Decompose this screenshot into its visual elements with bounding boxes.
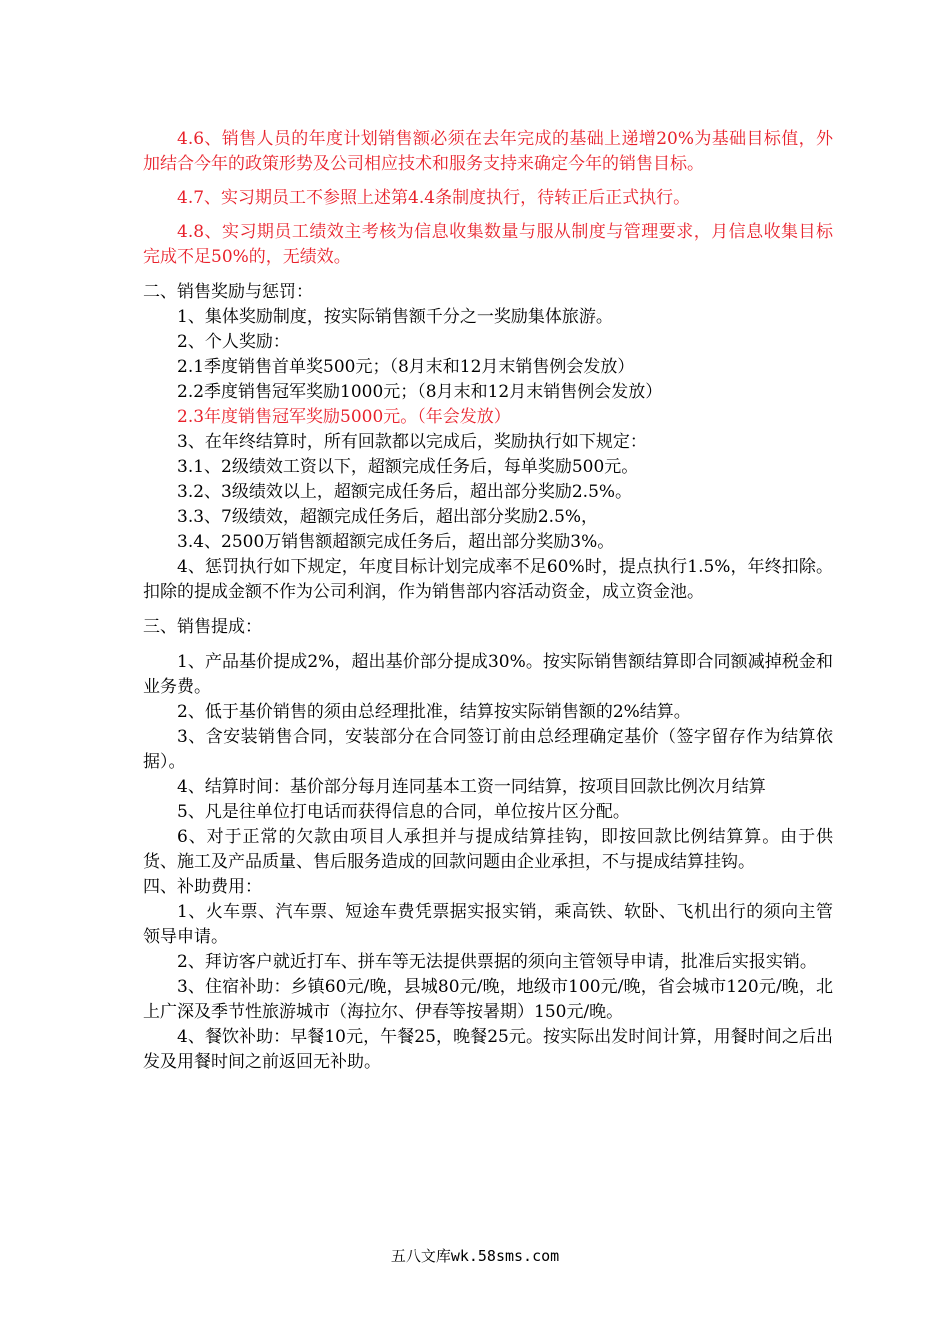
section-2-heading: 二、销售奖励与惩罚： <box>143 282 313 302</box>
section-3-heading: 三、销售提成： <box>143 617 262 637</box>
reward-item: 3.3、7级绩效，超额完成任务后，超出部分奖励2.5%， <box>177 507 599 527</box>
clause-4-6: 4.6、销售人员的年度计划销售额必须在去年完成的基础上递增20%为基础目标值，外加结合今年的政策形势及公司相应技术和服务支持来确定今年的销售目标。 <box>143 129 833 174</box>
reward-item: 3.4、2500万销售额超额完成任务后，超出部分奖励3%。 <box>177 532 615 552</box>
subsidy-item: 1、火车票、汽车票、短途车费凭票据实报实销，乘高铁、软卧、飞机出行的须向主管领导申请。 <box>143 902 833 947</box>
commission-item: 3、含安装销售合同，安装部分在合同签订前由总经理确定基价（签字留存作为结算依据）。 <box>143 727 833 772</box>
subsidy-item: 3、住宿补助：乡镇60元/晚，县城80元/晚，地级市100元/晚，省会城市120元/晚，北上广深及季节性旅游城市（海拉尔、伊春等按暑期）150元/晚。 <box>143 977 833 1022</box>
subsidy-item: 2、拜访客户就近打车、拼车等无法提供票据的须向主管领导申请，批准后实报实销。 <box>177 952 817 972</box>
reward-item: 1、集体奖励制度，按实际销售额千分之一奖励集体旅游。 <box>177 307 613 327</box>
clause-4-7: 4.7、实习期员工不参照上述第4.4条制度执行，待转正后正式执行。 <box>177 188 691 208</box>
commission-item: 5、凡是往单位打电话而获得信息的合同，单位按片区分配。 <box>177 802 630 822</box>
section-4-heading: 四、补助费用： <box>143 877 262 897</box>
page-footer-watermark: 五八文库wk.58sms.com <box>390 1247 560 1265</box>
reward-item: 2.1季度销售首单奖500元；（8月末和12月末销售例会发放） <box>177 357 635 377</box>
clause-4-8: 4.8、实习期员工绩效主考核为信息收集数量与服从制度与管理要求，月信息收集目标完成不足50%的，无绩效。 <box>143 222 833 267</box>
reward-item: 2.2季度销售冠军奖励1000元；（8月末和12月末销售例会发放） <box>177 382 663 402</box>
commission-item: 6、对于正常的欠款由项目人承担并与提成结算挂钩，即按回款比例结算算。由于供货、施工及产品质量、售后服务造成的回款问题由企业承担，不与提成结算挂钩。 <box>143 827 833 872</box>
reward-item: 2、个人奖励： <box>177 332 290 352</box>
reward-item: 3.1、2级绩效工资以下，超额完成任务后，每单奖励500元。 <box>177 457 639 477</box>
commission-item: 4、结算时间：基价部分每月连同基本工资一同结算，按项目回款比例次月结算 <box>177 777 766 797</box>
reward-item-annual: 2.3年度销售冠军奖励5000元。（年会发放） <box>177 407 511 427</box>
reward-item: 3.2、3级绩效以上，超额完成任务后，超出部分奖励2.5%。 <box>177 482 633 502</box>
commission-item: 1、产品基价提成2%，超出基价部分提成30%。按实际销售额结算即合同额减掉税金和业务费。 <box>143 652 833 697</box>
reward-item: 3、在年终结算时，所有回款都以完成后，奖励执行如下规定： <box>177 432 647 452</box>
penalty-item: 4、惩罚执行如下规定，年度目标计划完成率不足60%时，提点执行1.5%，年终扣除。扣除的提成金额不作为公司利润，作为销售部内容活动资金，成立资金池。 <box>143 557 833 602</box>
document-body <box>143 127 833 1075</box>
commission-item: 2、低于基价销售的须由总经理批准，结算按实际销售额的2%结算。 <box>177 702 691 722</box>
subsidy-item: 4、餐饮补助：早餐10元，午餐25，晚餐25元。按实际出发时间计算，用餐时间之后出发及用餐时间之前返回无补助。 <box>143 1027 833 1072</box>
